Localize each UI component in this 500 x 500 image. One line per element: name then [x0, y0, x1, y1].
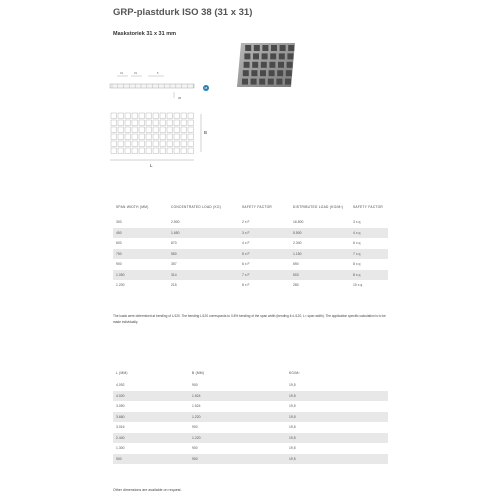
- grid-cell: [160, 148, 166, 154]
- grating-hole: [271, 45, 277, 51]
- cell: 450: [113, 228, 168, 239]
- grid-cell: [125, 134, 131, 140]
- grid-cell: [118, 148, 124, 154]
- grating-hole: [286, 70, 292, 76]
- load-note: The loads were determined at bending of L/120. The bending L/120 corresponds to 0.8% bending of the span width (bending 4=L/120, L= span width). The application specific calculation is to be made individually.: [113, 314, 386, 324]
- cell: 750: [113, 249, 168, 260]
- cell: 550: [168, 249, 239, 260]
- grid-cell: [160, 141, 166, 147]
- label-b: B: [204, 130, 208, 135]
- cell: 1.220: [189, 433, 286, 444]
- dimensions-table: [113, 366, 388, 464]
- grid-cell: [132, 148, 138, 154]
- grid-cell: [174, 127, 180, 133]
- grating-hole: [269, 70, 275, 76]
- grid-cell: [146, 141, 152, 147]
- grid-cell: [153, 113, 159, 119]
- cell: 314: [168, 270, 239, 281]
- cell: 1.220: [189, 412, 286, 423]
- grating-hole: [243, 70, 249, 76]
- cell: 19,5: [286, 391, 388, 402]
- header-concentrated-load: CONCENTRATED LOAD (KG): [171, 205, 222, 209]
- cell: 19,5: [289, 446, 296, 451]
- header-length: L (MM): [116, 371, 128, 375]
- header-safety-factor: SAFETY FACTOR: [242, 205, 272, 209]
- dim-31-right: 31: [134, 72, 137, 75]
- profile-section: [110, 84, 194, 88]
- grating-hole: [276, 79, 282, 85]
- grid-cell: [160, 127, 166, 133]
- cell: 2 x F: [242, 220, 250, 225]
- cell: 5 x F: [239, 249, 290, 260]
- grid-cell: [125, 120, 131, 126]
- dim-5: 5: [157, 72, 159, 75]
- grating-hole: [288, 45, 294, 51]
- cell: 6 x F: [242, 262, 250, 267]
- table-row: [113, 380, 388, 391]
- grid-cell: [181, 148, 187, 154]
- header-safety-factor-2: SAFETY FACTOR: [353, 205, 383, 209]
- grid-cell: [139, 134, 145, 140]
- cell: 8 x F: [242, 283, 250, 288]
- grid-cell: [181, 134, 187, 140]
- grating-hole: [252, 62, 258, 68]
- grid-cell: [160, 120, 166, 126]
- cell: 3 x q: [353, 220, 361, 225]
- cell: 900: [192, 383, 198, 388]
- grating-hole: [245, 45, 251, 51]
- grating-hole: [254, 45, 260, 51]
- grid-cell: [139, 127, 145, 133]
- grid-cell: [118, 120, 124, 126]
- grid-cell: [160, 134, 166, 140]
- cell: 19,5: [286, 412, 388, 423]
- grid-cell: [118, 134, 124, 140]
- cell: 1.650: [168, 228, 239, 239]
- grid-cell: [188, 134, 194, 140]
- grid-cell: [125, 141, 131, 147]
- header-weight: KG/M²: [289, 371, 300, 375]
- grid-cell: [174, 113, 180, 119]
- grid-cell: [125, 127, 131, 133]
- grid-cell: [146, 127, 152, 133]
- page-subtitle: Maskstoriek 31 x 31 mm: [113, 31, 176, 37]
- cell: 4.092: [116, 383, 125, 388]
- grid-cell: [167, 141, 173, 147]
- grid-cell: [181, 127, 187, 133]
- grid-cell: [153, 120, 159, 126]
- grating-hole: [262, 53, 268, 59]
- grid-cell: [167, 134, 173, 140]
- grid-cell: [111, 148, 117, 154]
- cell: 900: [192, 446, 198, 451]
- grating-hole: [285, 79, 291, 85]
- grid-cell: [167, 127, 173, 133]
- grid-cell: [188, 148, 194, 154]
- grating-hole: [260, 70, 266, 76]
- cell: 690: [293, 262, 299, 267]
- cell: 7 x F: [239, 270, 290, 281]
- grating-hole: [262, 45, 268, 51]
- cell: 900: [113, 454, 189, 465]
- grid-cell: [174, 120, 180, 126]
- cell: 2.500: [171, 220, 180, 225]
- cell: 215: [171, 283, 177, 288]
- grid-cell: [132, 127, 138, 133]
- footer-note: Other dimensions are available on request.: [113, 488, 182, 492]
- load-table: [113, 197, 388, 291]
- table-row: [113, 280, 388, 291]
- dim-38: 38: [178, 97, 181, 100]
- grating-hole: [259, 79, 265, 85]
- grid-cell: [146, 113, 152, 119]
- cell: 19,5: [286, 454, 388, 465]
- grating-hole: [251, 79, 257, 85]
- cell: 4.000: [113, 391, 189, 402]
- grid-cell: [188, 120, 194, 126]
- cell: 900: [116, 262, 122, 267]
- grating-diagram: [108, 68, 218, 168]
- grid-cell: [167, 148, 173, 154]
- cell: 19,5: [289, 404, 296, 409]
- table-row: [113, 433, 388, 444]
- grid-cell: [118, 127, 124, 133]
- cell: 4 x F: [242, 241, 250, 246]
- cell: 1.524: [192, 404, 201, 409]
- grid-cell: [160, 113, 166, 119]
- grid-cell: [188, 141, 194, 147]
- grid-cell: [132, 113, 138, 119]
- grid-cell: [153, 141, 159, 147]
- grating-hole: [261, 62, 267, 68]
- cell: 16.500: [293, 220, 304, 225]
- grating-hole: [269, 62, 275, 68]
- grating-hole: [244, 53, 250, 59]
- cell: 870: [171, 241, 177, 246]
- grid-cell: [174, 134, 180, 140]
- grating-hole: [268, 79, 274, 85]
- grid-cell: [174, 141, 180, 147]
- cell: 900: [192, 425, 198, 430]
- dim-31-left: 31: [120, 72, 123, 75]
- grating-photo: [233, 41, 298, 89]
- table-row: [113, 238, 388, 249]
- cell: 600: [116, 241, 122, 246]
- cell: 3.016: [116, 425, 125, 430]
- cell: 3 x F: [239, 228, 290, 239]
- cell: 1.150: [290, 249, 350, 260]
- grid-cell: [181, 120, 187, 126]
- table-row: [113, 422, 388, 433]
- table-row: [113, 401, 388, 412]
- cell: 357: [171, 262, 177, 267]
- grid-cell: [111, 134, 117, 140]
- grid-cell: [139, 141, 145, 147]
- cell: 19,5: [289, 425, 296, 430]
- grid-cell: [181, 113, 187, 119]
- grid-cell: [139, 113, 145, 119]
- grid-cell: [132, 120, 138, 126]
- grid-cell: [118, 141, 124, 147]
- cell: 3.660: [113, 412, 189, 423]
- grid-cell: [146, 148, 152, 154]
- grid-cell: [111, 113, 117, 119]
- grid-cell: [167, 113, 173, 119]
- cell: 900: [189, 454, 286, 465]
- badge-label: 38: [204, 87, 208, 90]
- cell: 6 x q: [353, 241, 361, 246]
- grating-hole: [279, 53, 285, 59]
- grating-hole: [278, 62, 284, 68]
- cell: 1.200: [116, 283, 125, 288]
- label-l: L: [150, 163, 153, 168]
- grating-hole: [287, 62, 293, 68]
- grid-cell: [153, 134, 159, 140]
- cell: 8 x q: [353, 262, 361, 267]
- grid-cell: [188, 127, 194, 133]
- grid-cell: [153, 148, 159, 154]
- cell: 19,5: [289, 383, 296, 388]
- grid-cell: [188, 113, 194, 119]
- grid-cell: [139, 148, 145, 154]
- grid-cell: [111, 127, 117, 133]
- cell: 280: [293, 283, 299, 288]
- grid-cell: [132, 134, 138, 140]
- cell: 7 x q: [350, 249, 388, 260]
- table-row: [113, 259, 388, 270]
- cell: 300: [116, 220, 122, 225]
- grating-hole: [280, 45, 286, 51]
- table-row: [113, 412, 388, 423]
- table-row: [113, 228, 388, 239]
- grid-cell: [167, 120, 173, 126]
- dimensions-table-header: [113, 366, 388, 380]
- grid-cell: [118, 113, 124, 119]
- cell: 5.500: [290, 228, 350, 239]
- table-row: [113, 454, 388, 465]
- grating-hole: [270, 53, 276, 59]
- table-row: [113, 217, 388, 228]
- grid-cell: [181, 141, 187, 147]
- page-title: GRP-plastdurk ISO 38 (31 x 31): [113, 7, 253, 18]
- grid-cell: [174, 148, 180, 154]
- header-distributed-load: DISTRIBUTED LOAD (KG/M²): [293, 205, 344, 209]
- table-row: [113, 249, 388, 260]
- table-row: [113, 270, 388, 281]
- grid-cell: [125, 113, 131, 119]
- table-row: [113, 443, 388, 454]
- header-span-width: SPAN WIDTH (MM): [116, 205, 149, 209]
- grating-hole: [242, 79, 248, 85]
- load-table-header: [113, 197, 388, 217]
- grid-cell: [146, 134, 152, 140]
- cell: 19,5: [286, 433, 388, 444]
- grating-hole: [244, 62, 250, 68]
- cell: 10 x q: [353, 283, 363, 288]
- cell: 4 x q: [350, 228, 388, 239]
- table-row: [113, 391, 388, 402]
- cell: 1.524: [189, 391, 286, 402]
- grating-hole: [253, 53, 259, 59]
- grid-cell: [132, 141, 138, 147]
- grid-cell: [111, 141, 117, 147]
- grating-hole: [287, 53, 293, 59]
- cell: 2.340: [293, 241, 302, 246]
- cell: 1.300: [116, 446, 125, 451]
- grid-cell: [146, 120, 152, 126]
- grid-cell: [111, 120, 117, 126]
- cell: 503: [290, 270, 350, 281]
- header-width: B (MM): [192, 371, 205, 375]
- grid-cell: [139, 120, 145, 126]
- cell: 1.050: [113, 270, 168, 281]
- cell: 3.050: [116, 404, 125, 409]
- grating-hole: [277, 70, 283, 76]
- grating-hole: [251, 70, 257, 76]
- cell: 2.440: [113, 433, 189, 444]
- grid-cell: [153, 127, 159, 133]
- grid-cell: [125, 148, 131, 154]
- cell: 8 x q: [350, 270, 388, 281]
